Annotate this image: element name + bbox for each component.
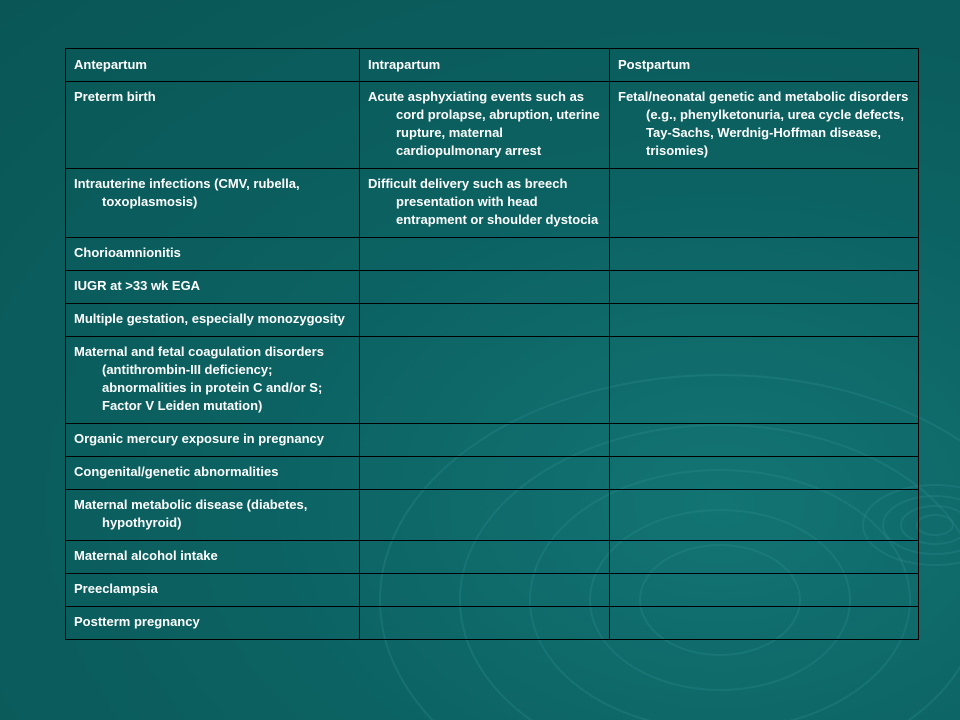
table-cell (360, 424, 610, 457)
table-row (66, 238, 919, 271)
table-row (66, 490, 919, 541)
table-cell (610, 337, 919, 424)
table-cell (66, 82, 360, 169)
table-cell (360, 490, 610, 541)
cell-text: Maternal alcohol intake (74, 548, 218, 563)
table-row (66, 82, 919, 169)
table-cell (360, 337, 610, 424)
table-row (66, 169, 919, 238)
table-row (66, 271, 919, 304)
table-cell (360, 238, 610, 271)
cell-text: Congenital/genetic abnormalities (74, 464, 279, 479)
cell-text: Intrauterine infections (CMV, rubella, toxoplasmosis) (74, 176, 300, 209)
table-row (66, 574, 919, 607)
header-postpartum: Postpartum (610, 49, 919, 82)
table-cell (610, 304, 919, 337)
table-row (66, 424, 919, 457)
table-cell (66, 304, 360, 337)
header-intrapartum: Intrapartum (360, 49, 610, 82)
table-cell (360, 541, 610, 574)
header-antepartum: Antepartum (66, 49, 360, 82)
table-cell (66, 574, 360, 607)
table-cell (610, 574, 919, 607)
cell-text: Postterm pregnancy (74, 614, 200, 629)
cell-text: Chorioamnionitis (74, 245, 181, 260)
table-cell (610, 271, 919, 304)
table-row (66, 541, 919, 574)
table-cell (360, 457, 610, 490)
table-cell (610, 82, 919, 169)
table-row (66, 337, 919, 424)
table-cell (360, 82, 610, 169)
table-cell (610, 457, 919, 490)
table-cell (360, 607, 610, 640)
table-cell (610, 424, 919, 457)
cell-text: Preterm birth (74, 89, 156, 104)
table-cell (610, 607, 919, 640)
table-row (66, 304, 919, 337)
cell-text: Acute asphyxiating events such as cord prolapse, abruption, uterine rupture, maternal cardiopulmonary arrest (368, 89, 600, 158)
cell-text: Preeclampsia (74, 581, 158, 596)
table-cell (610, 238, 919, 271)
cell-text: Maternal and fetal coagulation disorders (antithrombin-III deficiency; abnormalities in protein C and/or S; Factor V Leiden mutation) (74, 344, 324, 413)
table-cell (360, 271, 610, 304)
table-row (66, 607, 919, 640)
table-cell (66, 169, 360, 238)
table-cell (66, 457, 360, 490)
cell-text: Organic mercury exposure in pregnancy (74, 431, 324, 446)
table-cell (610, 490, 919, 541)
table-cell (610, 541, 919, 574)
table-row (66, 457, 919, 490)
cell-text: Maternal metabolic disease (diabetes, hypothyroid) (74, 497, 308, 530)
table-cell (66, 424, 360, 457)
table-cell (66, 607, 360, 640)
cell-text: Fetal/neonatal genetic and metabolic disorders (e.g., phenylketonuria, urea cycle defects, Tay-Sachs, Werdnig-Hoffman disease, trisomies) (618, 89, 909, 158)
table-cell (66, 271, 360, 304)
table-cell (360, 574, 610, 607)
table-cell (610, 169, 919, 238)
table-cell (360, 169, 610, 238)
table-cell (66, 337, 360, 424)
table-header-row (66, 49, 919, 82)
table-cell (360, 304, 610, 337)
cell-text: Difficult delivery such as breech presentation with head entrapment or shoulder dystocia (368, 176, 599, 227)
cell-text: Multiple gestation, especially monozygosity (74, 311, 345, 326)
cell-text: IUGR at >33 wk EGA (74, 278, 201, 293)
table-cell (66, 541, 360, 574)
table-cell (66, 490, 360, 541)
table-cell (66, 238, 360, 271)
risk-factor-table (65, 48, 919, 640)
